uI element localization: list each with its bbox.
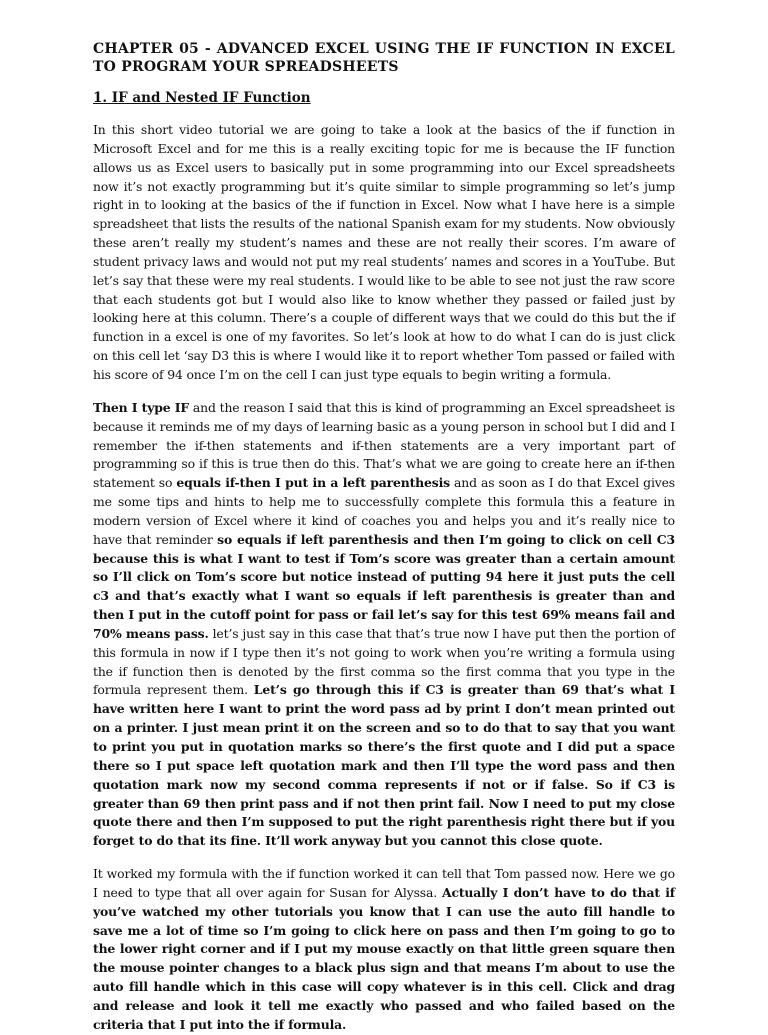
bold-text: Then I type IF (93, 399, 190, 415)
document-body (93, 40, 675, 1035)
section-title: 1. IF and Nested IF Function (93, 90, 311, 106)
paragraph-autofill (93, 865, 675, 1035)
body-text: let’s just say in this case that that’s true now I have put then the portion of this formula in now if I type then it’s not going to work when you’re writing a formula using the if function then is denoted by the first comma so the first comma that you type in the formula represent them. (93, 625, 675, 698)
bold-text: Actually I don’t have to do that if you’ve watched my other tutorials you know that I can use the auto fill handle to save me a lot of time so I’m going to click here on pass and then I’m going to go to the lower right corner and if I put my mouse exactly on that little green square then the mouse pointer changes to a black plus sign and that means I’m about to use the auto fill handle which in this case will copy whatever is in this cell. Click and drag and release and look it tell me exactly who passed and who failed based on the criteria that I put into the if formula. (93, 884, 675, 1032)
bold-text: equals if-then I put in a left parenthesis (176, 475, 450, 491)
chapter-title: CHAPTER 05 - ADVANCED EXCEL USING THE IF FUNCTION IN EXCEL TO PROGRAM YOUR SPREADSHEETS (93, 41, 675, 75)
bold-text: Let’s go through this if C3 is greater than 69 that’s what I have written here I want to print the word pass ad by print I don’t mean printed out on a printer. I just mean print it on the screen and so to do that to say that you want to print you put in quotation marks so there’s the first quote and I did put a space there so I put space left quotation mark and then I’ll type the word pass and then quotation mark now my second comma represents if not or if false. So if C3 is greater than 69 then print pass and if not then print fail. Now I need to put my close quote there and then I’m supposed to put the right parenthesis right there but if you forget to do that its fine. It’ll work anyway but you cannot this close quote. (93, 682, 675, 849)
paragraph-if-formula (93, 399, 675, 851)
bold-text: so equals if left parenthesis and then I’m going to click on cell C3 because this is what I want to test if Tom’s score was greater than a certain amount so I’ll click on Tom’s score but notice instead of putting 94 here it just puts the cell c3 and that’s exactly what I want so equals if left parenthesis is greater than and then I put in the cutoff point for pass or fail let’s say for this test 69% means fail and 70% means pass. (93, 531, 675, 641)
body-text: and the reason I said that this is kind of programming an Excel spreadsheet is because it reminds me of my days of learning basic as a young person in school but I did and I remember the if-then statements and if-then statements are a very important part of programming so if this is true then do this. That’s what we are going to create here an if-then statement so (93, 399, 676, 491)
body-text: and as soon as I do that Excel gives me some tips and hints to help me to successfully complete this formula this a feature in modern version of Excel where it kind of coaches you and helps you and it’s really nice to have that reminder (93, 475, 676, 547)
body-text: It worked my formula with the if function worked it can tell that Tom passed now. Here we go I need to type that all over again for Susan for Alyssa. (93, 866, 675, 900)
paragraph-intro: In this short video tutorial we are going to take a look at the basics of the if function in Microsoft Excel and for me this is a really exciting topic for me is because the IF function allows us as Excel users to basically put in some programming into our Excel spreadsheets now it’s not exactly programming but it’s quite similar to simple programming so let’s jump right in to looking at the basics of the if function in Excel. Now what I have here is a simple spreadsheet that lists the results of the national Spanish exam for my students. Now obviously these aren’t really my student’s names and these are not really their scores. I’m aware of student privacy laws and would not put my real students’ names and scores in a YouTube. But let’s say that these were my real students. I would like to be able to see not just the raw score that each students got but I would also like to know whether they passed or failed just by looking here at this column. There’s a couple of different ways that we could do this but the if function in a excel is one of my favorites. So let’s look at how to do what I can do is just click on this cell let ‘say D3 this is where I would like it to report whether Tom passed or failed with his score of 94 once I’m on the cell I can just type equals to begin writing a formula. (93, 122, 675, 382)
